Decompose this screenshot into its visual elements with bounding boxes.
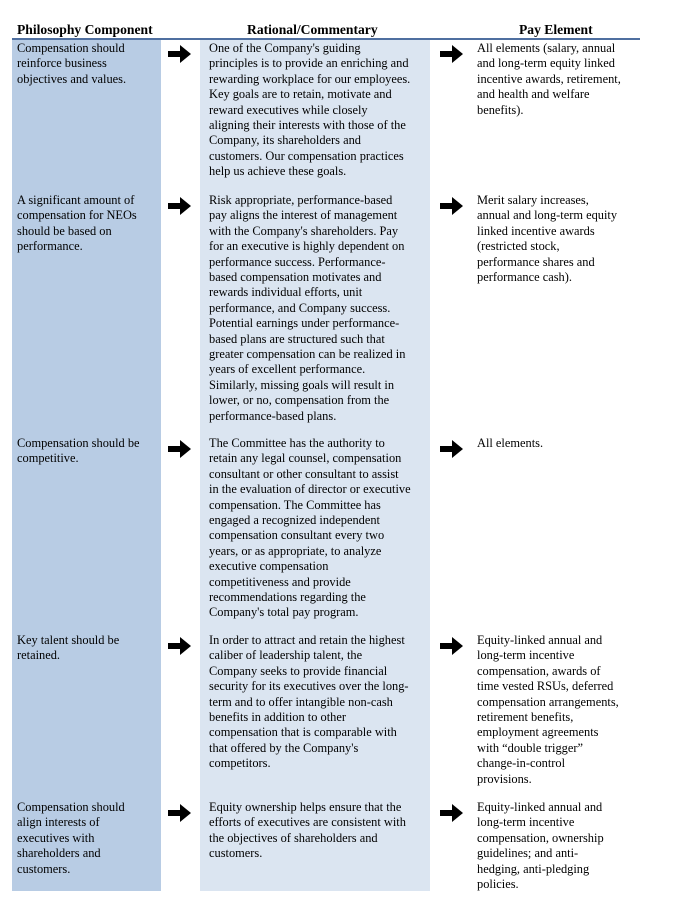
- right-arrow-icon: [168, 44, 192, 64]
- right-arrow-icon: [168, 196, 192, 216]
- header-philosophy: Philosophy Component: [17, 22, 153, 37]
- row-2-philosophy: A significant amount of compensation for NEOs should be based on performance.: [17, 193, 137, 254]
- row-2-pay: Merit salary increases, annual and long-term equity linked incentive awards (restricted stock, performance shares and performance cash).: [477, 193, 618, 285]
- right-arrow-icon: [440, 636, 464, 656]
- row-4-philosophy: Key talent should be retained.: [17, 633, 120, 663]
- row-3-philosophy: Compensation should be competitive.: [17, 436, 140, 466]
- row-5-philosophy: Compensation should align interests of executives with shareholders and customers.: [17, 800, 125, 876]
- row-4-pay: Equity-linked annual and long-term incentive compensation, awards of time vested RSUs, deferred compensation arrangements, retirement benefits, employment agreements with “double trigger” change-in-control provisions.: [477, 633, 619, 786]
- row-3-pay: All elements.: [477, 436, 544, 450]
- header-pay: Pay Element: [519, 22, 593, 37]
- right-arrow-icon: [440, 439, 464, 459]
- right-arrow-icon: [440, 44, 464, 64]
- right-arrow-icon: [168, 439, 192, 459]
- row-5-rational: Equity ownership helps ensure that the efforts of executives are consistent with the objectives of shareholders and customers.: [209, 800, 406, 861]
- row-5-pay: Equity-linked annual and long-term incentive compensation, ownership guidelines; and anti- hedging, anti-pledging policies.: [477, 800, 604, 892]
- row-1-rational: One of the Company's guiding principles is to provide an enriching and rewarding workplace for our employees. Key goals are to retain, motivate and reward executives while closely aligning their interests with those of the Company, its shareholders and customers. Our compensation practices help us achieve these goals.: [209, 41, 411, 179]
- right-arrow-icon: [168, 803, 192, 823]
- right-arrow-icon: [168, 636, 192, 656]
- right-arrow-icon: [440, 196, 464, 216]
- row-4-rational: In order to attract and retain the highest caliber of leadership talent, the Company seeks to provide financial security for its executives over the long- term and to offer intangible non-cash benefits in addition to other compensation that is comparable with that offered by the Company's competitors.: [209, 633, 409, 771]
- row-1-pay: All elements (salary, annual and long-term equity linked incentive awards, retirement, and health and welfare benefits).: [477, 41, 621, 117]
- row-1-philosophy: Compensation should reinforce business objectives and values.: [17, 41, 127, 86]
- row-2-rational: Risk appropriate, performance-based pay aligns the interest of management with the Company's shareholders. Pay for an executive is highly dependent on performance success. Performance- based compensation motivates and rewards individual efforts, unit performance, and Company success. Potential earnings under performance- based plans are structured such that greater compensation can be realized in years of excellent performance. Similarly, missing goals will result in lower, or no, compensation from the performance-based plans.: [209, 193, 406, 423]
- right-arrow-icon: [440, 803, 464, 823]
- header-rational: Rational/Commentary: [247, 22, 378, 37]
- header-divider: [12, 38, 640, 40]
- row-3-rational: The Committee has the authority to retain any legal counsel, compensation consultant or other consultant to assist in the evaluation of director or executive compensation. The Committee has engaged a recognized independent compensation consultant every two years, or as appropriate, to analyze executive compensation competitiveness and provide recommendations regarding the Company's total pay program.: [209, 436, 411, 620]
